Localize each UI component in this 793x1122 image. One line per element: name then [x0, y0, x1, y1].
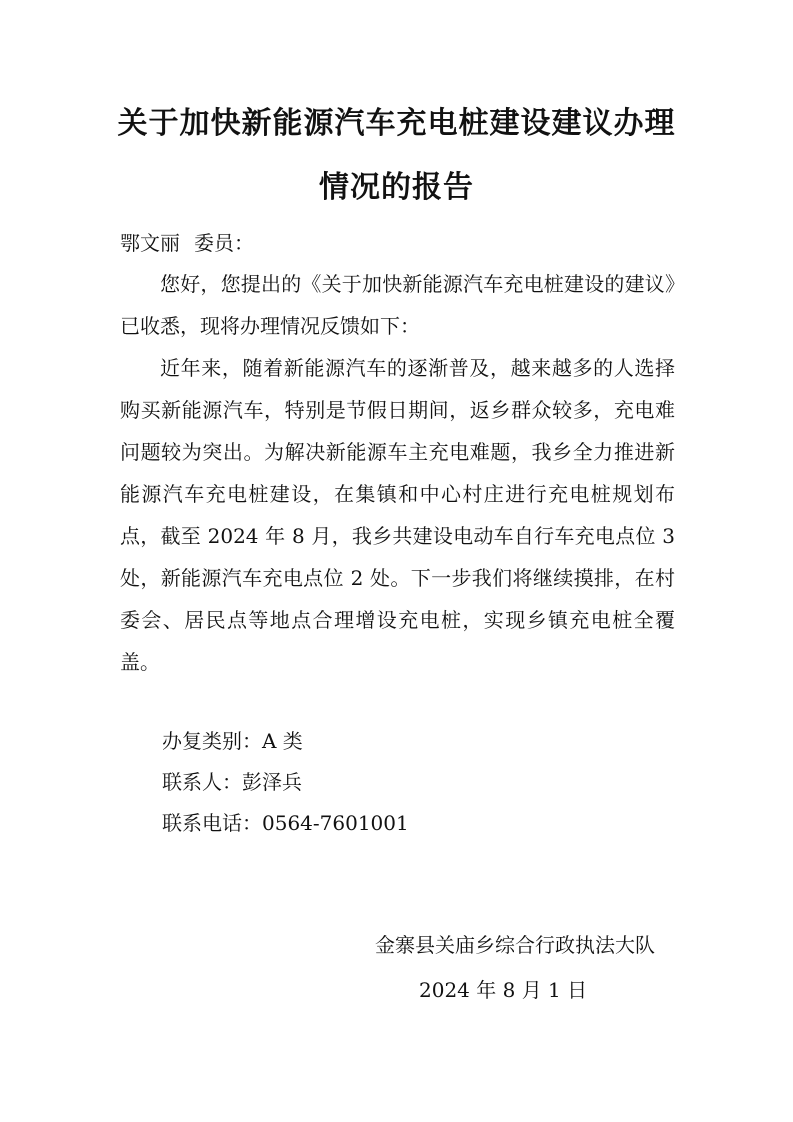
reply-category: 办复类别：A 类 — [162, 729, 303, 753]
salutation — [120, 228, 254, 258]
body-paragraph-1: 您好，您提出的《关于加快新能源汽车充电桩建设的建议》已收悉，现将办理情况反馈如下： — [120, 272, 675, 338]
document-title-line-2: 情况的报告 — [319, 170, 474, 205]
document-title-line-1: 关于加快新能源汽车充电桩建设建议办理 — [117, 106, 676, 141]
recipient-name: 鄂文丽 — [120, 231, 180, 255]
body-paragraph-2: 近年来，随着新能源汽车的逐渐普及，越来越多的人选择购买新能源汽车，特别是节假日期间，返乡群众较多，充电难问题较为突出。为解决新能源车主充电难题，我乡全力推进新能源汽车充电桩建设，在集镇和中心村庄进行充电桩规划布点，截至 2024 年 8 月，我乡共建设电动车自行车充电点位 3 处，新能源汽车充电点位 2 处。下一步我们将继续摸排，在村委会、居民点等地点合理增设充电桩，实现乡镇充电桩全覆盖。 — [120, 356, 675, 674]
recipient-title: 委员： — [194, 231, 254, 255]
contact-phone: 联系电话：0564-7601001 — [162, 811, 409, 835]
signature-date: 2024 年 8 月 1 日 — [419, 978, 588, 1002]
contact-person: 联系人：彭泽兵 — [162, 770, 302, 794]
signature-organization: 金寨县关庙乡综合行政执法大队 — [375, 933, 655, 957]
